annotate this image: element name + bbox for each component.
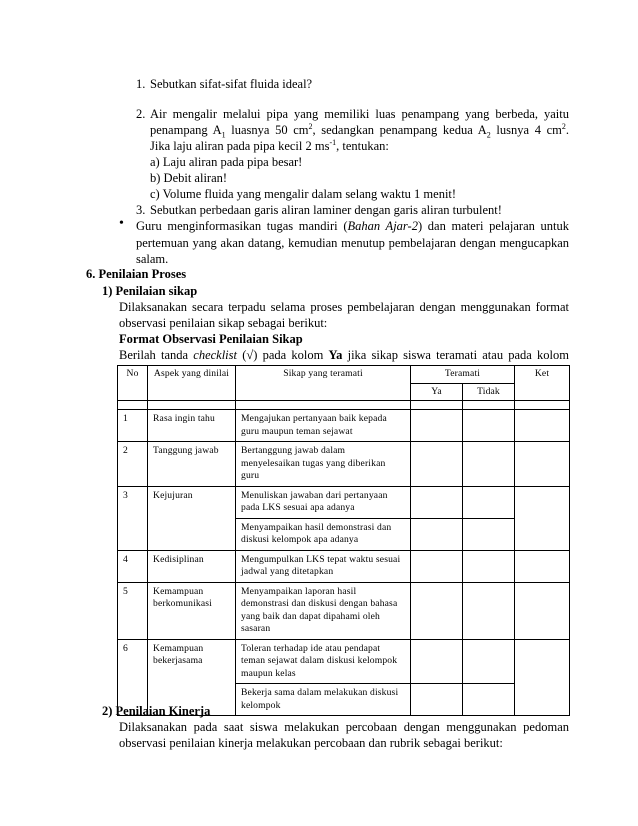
cell-aspek: Rasa ingin tahu (148, 410, 236, 442)
attitude-observation-table (117, 365, 570, 716)
cell-sikap: Toleran terhadap ide atau pendapat teman sejawat dalam diskusi kelompok maupun kelas (236, 639, 411, 684)
question-2b: b) Debit aliran! (150, 171, 228, 185)
table-row (118, 410, 570, 442)
cell-tidak[interactable] (463, 518, 515, 550)
cell-no: 2 (118, 442, 148, 487)
cell-ket[interactable] (515, 486, 570, 550)
cell-tidak[interactable] (463, 684, 515, 716)
cell-tidak[interactable] (463, 442, 515, 487)
header-aspek: Aspek yang dinilai (148, 366, 236, 401)
cell-ya[interactable] (411, 518, 463, 550)
question-2-line-3: Jika laju aliran pada pipa kecil 2 $ms^{-1}$, tentukan: (150, 137, 389, 153)
cell-no: 5 (118, 582, 148, 639)
cell-no: 4 (118, 550, 148, 582)
cell-sikap: Menyampaikan laporan hasil demonstrasi dan diskusi dengan bahasa yang baik dan dapat dipahami oleh sasaran (236, 582, 411, 639)
cell-sikap: Menyampaikan hasil demonstrasi dan diskusi kelompok apa adanya (236, 518, 411, 550)
cell-ket[interactable] (515, 410, 570, 442)
cell-sikap: Menuliskan jawaban dari pertanyaan pada LKS sesuai apa adanya (236, 486, 411, 518)
header-sikap: Sikap yang teramati (236, 366, 411, 401)
cell-ya[interactable] (411, 684, 463, 716)
cell-sikap: Bekerja sama dalam melakukan diskusi kelompok (236, 684, 411, 716)
bullet-line-2: pertemuan yang akan datang, kemudian menutup pembelajaran dengan mengucapkan (136, 236, 569, 250)
section-6-heading: 6. Penilaian Proses (86, 267, 187, 281)
header-ya: Ya (411, 383, 463, 401)
cell-tidak[interactable] (463, 410, 515, 442)
cell-sikap: Mengajukan pertanyaan baik kepada guru maupun teman sejawat (236, 410, 411, 442)
subsection-1-para-line-1: Dilaksanakan secara terpadu selama proses pembelajaran dengan menggunakan format (119, 300, 569, 314)
question-2-number: 2. (136, 107, 146, 121)
table-row (118, 582, 570, 639)
question-2c: c) Volume fluida yang mengalir dalam selang waktu 1 menit! (150, 187, 457, 201)
question-1-number: 1. (136, 77, 146, 91)
cell-aspek: Kedisiplinan (148, 550, 236, 582)
cell-sikap: Bertanggung jawab dalam menyelesaikan tugas yang diberikan guru (236, 442, 411, 487)
cell-tidak[interactable] (463, 582, 515, 639)
cell-ya[interactable] (411, 410, 463, 442)
bullet-line-3: salam. (136, 252, 169, 266)
cell-aspek: Kemampuan bekerjasama (148, 639, 236, 716)
table-row (118, 442, 570, 487)
subsection-2-heading: 2) Penilaian Kinerja (102, 704, 211, 718)
cell-ya[interactable] (411, 639, 463, 684)
question-3-number: 3. (136, 203, 146, 217)
cell-tidak[interactable] (463, 550, 515, 582)
question-3-text: Sebutkan perbedaan garis aliran laminer dengan garis aliran turbulent! (150, 203, 502, 217)
format-title: Format Observasi Penilaian Sikap (119, 332, 303, 346)
cell-no: 1 (118, 410, 148, 442)
instruction-line-1: Berilah tanda checklist (√) pada kolom Ya jika sikap siswa teramati atau pada kolom (119, 348, 570, 362)
subsection-2-para-line-2: observasi penilaian kinerja melakukan percobaan dan rubrik sebagai berikut: (119, 736, 503, 750)
cell-no: 6 (118, 639, 148, 716)
bullet-dot: • (119, 216, 124, 231)
header-teramati: Teramati (411, 366, 515, 384)
question-2a: a) Laju aliran pada pipa besar! (150, 155, 303, 169)
cell-ket[interactable] (515, 442, 570, 487)
bullet-line-1: Guru menginformasikan tugas mandiri (Bahan Ajar-2) dan materi pelajaran untuk (136, 219, 570, 233)
question-1-text: Sebutkan sifat-sifat fluida ideal? (150, 77, 313, 91)
table-row (118, 550, 570, 582)
table-row (118, 639, 570, 684)
cell-ket[interactable] (515, 639, 570, 716)
cell-ya[interactable] (411, 442, 463, 487)
cell-ya[interactable] (411, 582, 463, 639)
subsection-1-heading: 1) Penilaian sikap (102, 284, 198, 298)
question-2-line-2: penampang $A_1$ luasnya 50 $cm^2$, sedangkan penampang kedua $A_2$ lusnya 4 $cm^2$. (150, 121, 569, 140)
header-no: No (118, 366, 148, 401)
cell-ket[interactable] (515, 582, 570, 639)
cell-tidak[interactable] (463, 639, 515, 684)
table-row (118, 486, 570, 518)
cell-tidak[interactable] (463, 486, 515, 518)
question-2-line-1: Air mengalir melalui pipa yang memiliki luas penampang yang berbeda, yaitu (150, 107, 569, 121)
cell-ya[interactable] (411, 550, 463, 582)
subsection-2-para-line-1: Dilaksanakan pada saat siswa melakukan percobaan dengan menggunakan pedoman (119, 720, 569, 734)
header-tidak: Tidak (463, 383, 515, 401)
cell-aspek: Kejujuran (148, 486, 236, 550)
cell-sikap: Mengumpulkan LKS tepat waktu sesuai jadwal yang ditetapkan (236, 550, 411, 582)
cell-ya[interactable] (411, 486, 463, 518)
cell-ket[interactable] (515, 550, 570, 582)
header-ket: Ket (515, 366, 570, 401)
cell-aspek: Tanggung jawab (148, 442, 236, 487)
subsection-1-para-line-2: observasi penilaian sikap sebagai berikut: (119, 316, 328, 330)
cell-aspek: Kemampuan berkomunikasi (148, 582, 236, 639)
cell-no: 3 (118, 486, 148, 550)
